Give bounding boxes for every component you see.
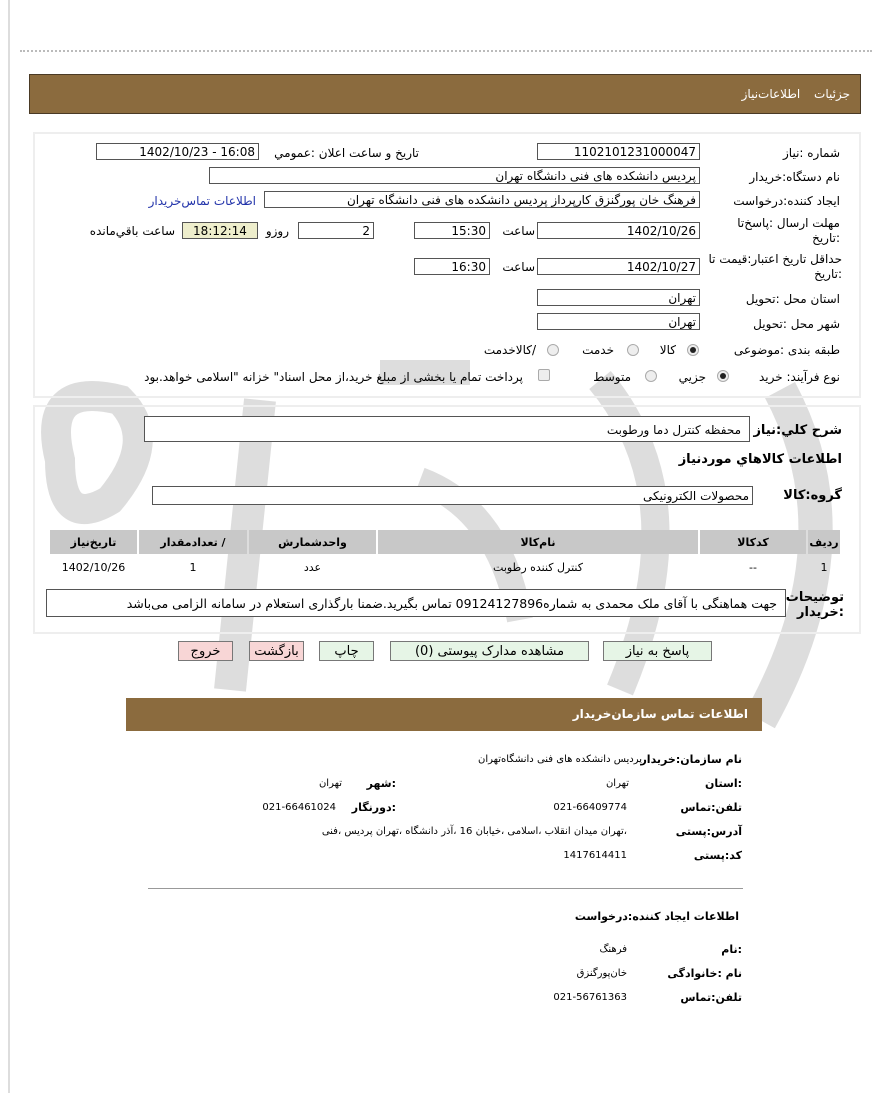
cell-unit: عدد — [303, 560, 322, 574]
summary-label: شرح کلي:نیاز — [753, 423, 842, 438]
col-name: نام‌کالا — [378, 530, 698, 554]
creator-label: ایجاد کننده:درخواست — [733, 194, 840, 208]
category-radio-service[interactable] — [627, 344, 639, 356]
process-radio-medium[interactable] — [645, 370, 657, 382]
goods-table-header — [50, 530, 840, 554]
category-radio-goods-service[interactable] — [547, 344, 559, 356]
need-number-label: شماره :نیاز — [783, 146, 840, 160]
contact-city-value: تهران — [318, 778, 342, 789]
buyer-notes-field: جهت هماهنگی با آقای ملک محمدی به شماره09124127896 تماس بگیرید.ضمنا بارگذاری استعلام در سامانه الزامی می‌باشد — [46, 589, 786, 617]
page-header-bar — [29, 74, 861, 114]
province-field: تهران — [537, 289, 700, 306]
deadline-label: مهلت ارسال :پاسخ‌تا :تاریخ — [737, 216, 840, 245]
tab-details[interactable]: جزئیات — [814, 87, 850, 101]
left-border — [8, 0, 10, 1093]
creator-name-value: فرهنگ — [599, 944, 627, 955]
creator-phone-value: 021-56761363 — [553, 992, 627, 1003]
deadline-date-field: 1402/10/26 — [537, 222, 700, 239]
deadline-time-field: 15:30 — [414, 222, 490, 239]
cell-row: 1 — [820, 560, 828, 574]
city-label: شهر محل :تحویل — [753, 317, 840, 331]
province-label: استان محل :تحویل — [745, 292, 840, 306]
contact-address-value: ،تهران میدان انقلاب ،اسلامی ،خیابان 16 ،آذر دانشگاه ،تهران پردیس ،فنی — [321, 826, 627, 837]
creator-family-label: نام :خانوادگی — [667, 967, 742, 980]
cell-quantity: 1 — [189, 560, 197, 574]
goods-group-field: محصولات الکترونیکی — [152, 486, 753, 505]
validity-label: حداقل تاریخ اعتبار:قیمت تا :تاریخ — [708, 252, 842, 281]
contact-phone-value: 021-66409774 — [553, 802, 627, 813]
treasury-payment-checkbox[interactable] — [538, 369, 550, 381]
col-code: کدکالا — [700, 530, 806, 554]
contact-province-value: تهران — [605, 778, 629, 789]
validity-date-field: 1402/10/27 — [537, 258, 700, 275]
process-option-medium: متوسط — [593, 370, 631, 384]
category-option-goods-service: /کالاخدمت — [483, 343, 536, 357]
creator-phone-label: تلفن:تماس — [680, 991, 742, 1004]
process-label: نوع فرآیند: خرید — [759, 370, 840, 384]
summary-field: محفظه کنترل دما ورطوبت — [144, 416, 750, 442]
view-attachments-button[interactable]: مشاهده مدارک پیوستی (0) — [390, 641, 589, 661]
days-label: روزو — [265, 224, 289, 238]
contact-province-label: :استان — [705, 777, 742, 790]
category-option-service: خدمت — [582, 343, 614, 357]
need-number-field: 1102101231000047 — [537, 143, 700, 160]
contact-city-label: :شهر — [366, 777, 396, 790]
process-option-minor: جزيي — [678, 370, 706, 384]
col-need-date: تاریخ‌نیاز — [50, 530, 137, 554]
creator-field: فرهنگ خان پورگنزق کارپرداز پردیس دانشکده های فنی دانشگاه تهران — [264, 191, 700, 208]
announce-label: تاریخ و ساعت اعلان :عمومي — [274, 146, 419, 160]
contact-org-label: نام سازمان:خریدار — [640, 753, 742, 766]
validity-time-field: 16:30 — [414, 258, 490, 275]
buyer-org-field: پردیس دانشکده های فنی دانشگاه تهران — [209, 167, 700, 184]
contact-fax-value: 021-66461024 — [262, 802, 336, 813]
goods-table — [48, 528, 842, 580]
city-field: تهران — [537, 313, 700, 330]
contact-org-value: پردیس دانشکده های فنی دانشگاه‌تهران — [477, 754, 642, 765]
exit-button[interactable]: خروج — [178, 641, 233, 661]
creator-info-title: اطلاعات ایجاد کننده:درخواست — [574, 910, 739, 923]
buyer-notes-label: توضیحات :خریدار — [785, 590, 844, 620]
contact-postal-label: کد:پستی — [693, 849, 742, 862]
print-button[interactable]: چاپ — [319, 641, 374, 661]
buyer-contact-title: اطلاعات تماس سازمان‌خریدار — [572, 707, 748, 721]
contact-postal-value: 1417614411 — [563, 850, 627, 861]
cell-code: -- — [749, 560, 757, 574]
remaining-time-field: 18:12:14 — [182, 222, 258, 239]
remaining-label: ساعت باقي‌مانده — [89, 224, 175, 238]
col-quantity: / تعدادمقدار — [139, 530, 247, 554]
validity-hour-label: ساعت — [502, 260, 535, 274]
category-radio-goods[interactable] — [687, 344, 699, 356]
creator-family-value: خان‌پورگنزق — [576, 968, 627, 979]
payment-note: پرداخت تمام یا بخشی از مبلغ خرید،از محل اسناد" خزانه "اسلامی خواهد.بود — [144, 370, 523, 384]
category-label: طبقه بندی :موضوعی — [733, 343, 840, 357]
table-row — [50, 556, 840, 578]
reply-button[interactable]: پاسخ به نیاز — [603, 641, 712, 661]
cell-need-date: 1402/10/26 — [61, 560, 126, 574]
section-divider — [148, 888, 743, 889]
tab-need-info[interactable]: اطلاعات‌نیاز — [741, 87, 801, 101]
dotted-divider — [20, 50, 872, 52]
goods-group-label: گروه:کالا — [783, 488, 842, 503]
process-radio-minor[interactable] — [717, 370, 729, 382]
buyer-contact-link[interactable]: اطلاعات تماس‌خریدار — [148, 194, 256, 208]
buyer-contact-header — [126, 698, 762, 731]
contact-phone-label: تلفن:تماس — [680, 801, 742, 814]
announce-field: 1402/10/23 - 16:08 — [96, 143, 259, 160]
category-option-goods: کالا — [659, 343, 676, 357]
col-unit: واحدشمارش — [249, 530, 376, 554]
buyer-org-label: نام دستگاه:خریدار — [749, 170, 840, 184]
cell-name: کنترل کننده رطوبت — [493, 560, 583, 574]
creator-name-label: :نام — [721, 943, 742, 956]
deadline-hour-label: ساعت — [502, 224, 535, 238]
days-remaining-field: 2 — [298, 222, 374, 239]
contact-fax-label: :دورنگار — [351, 801, 396, 814]
contact-address-label: آدرس:پستی — [675, 825, 742, 838]
col-row: ردیف — [808, 530, 840, 554]
back-button[interactable]: بازگشت — [249, 641, 304, 661]
goods-section-title: اطلاعات کالاهاي موردنیاز — [678, 452, 842, 467]
